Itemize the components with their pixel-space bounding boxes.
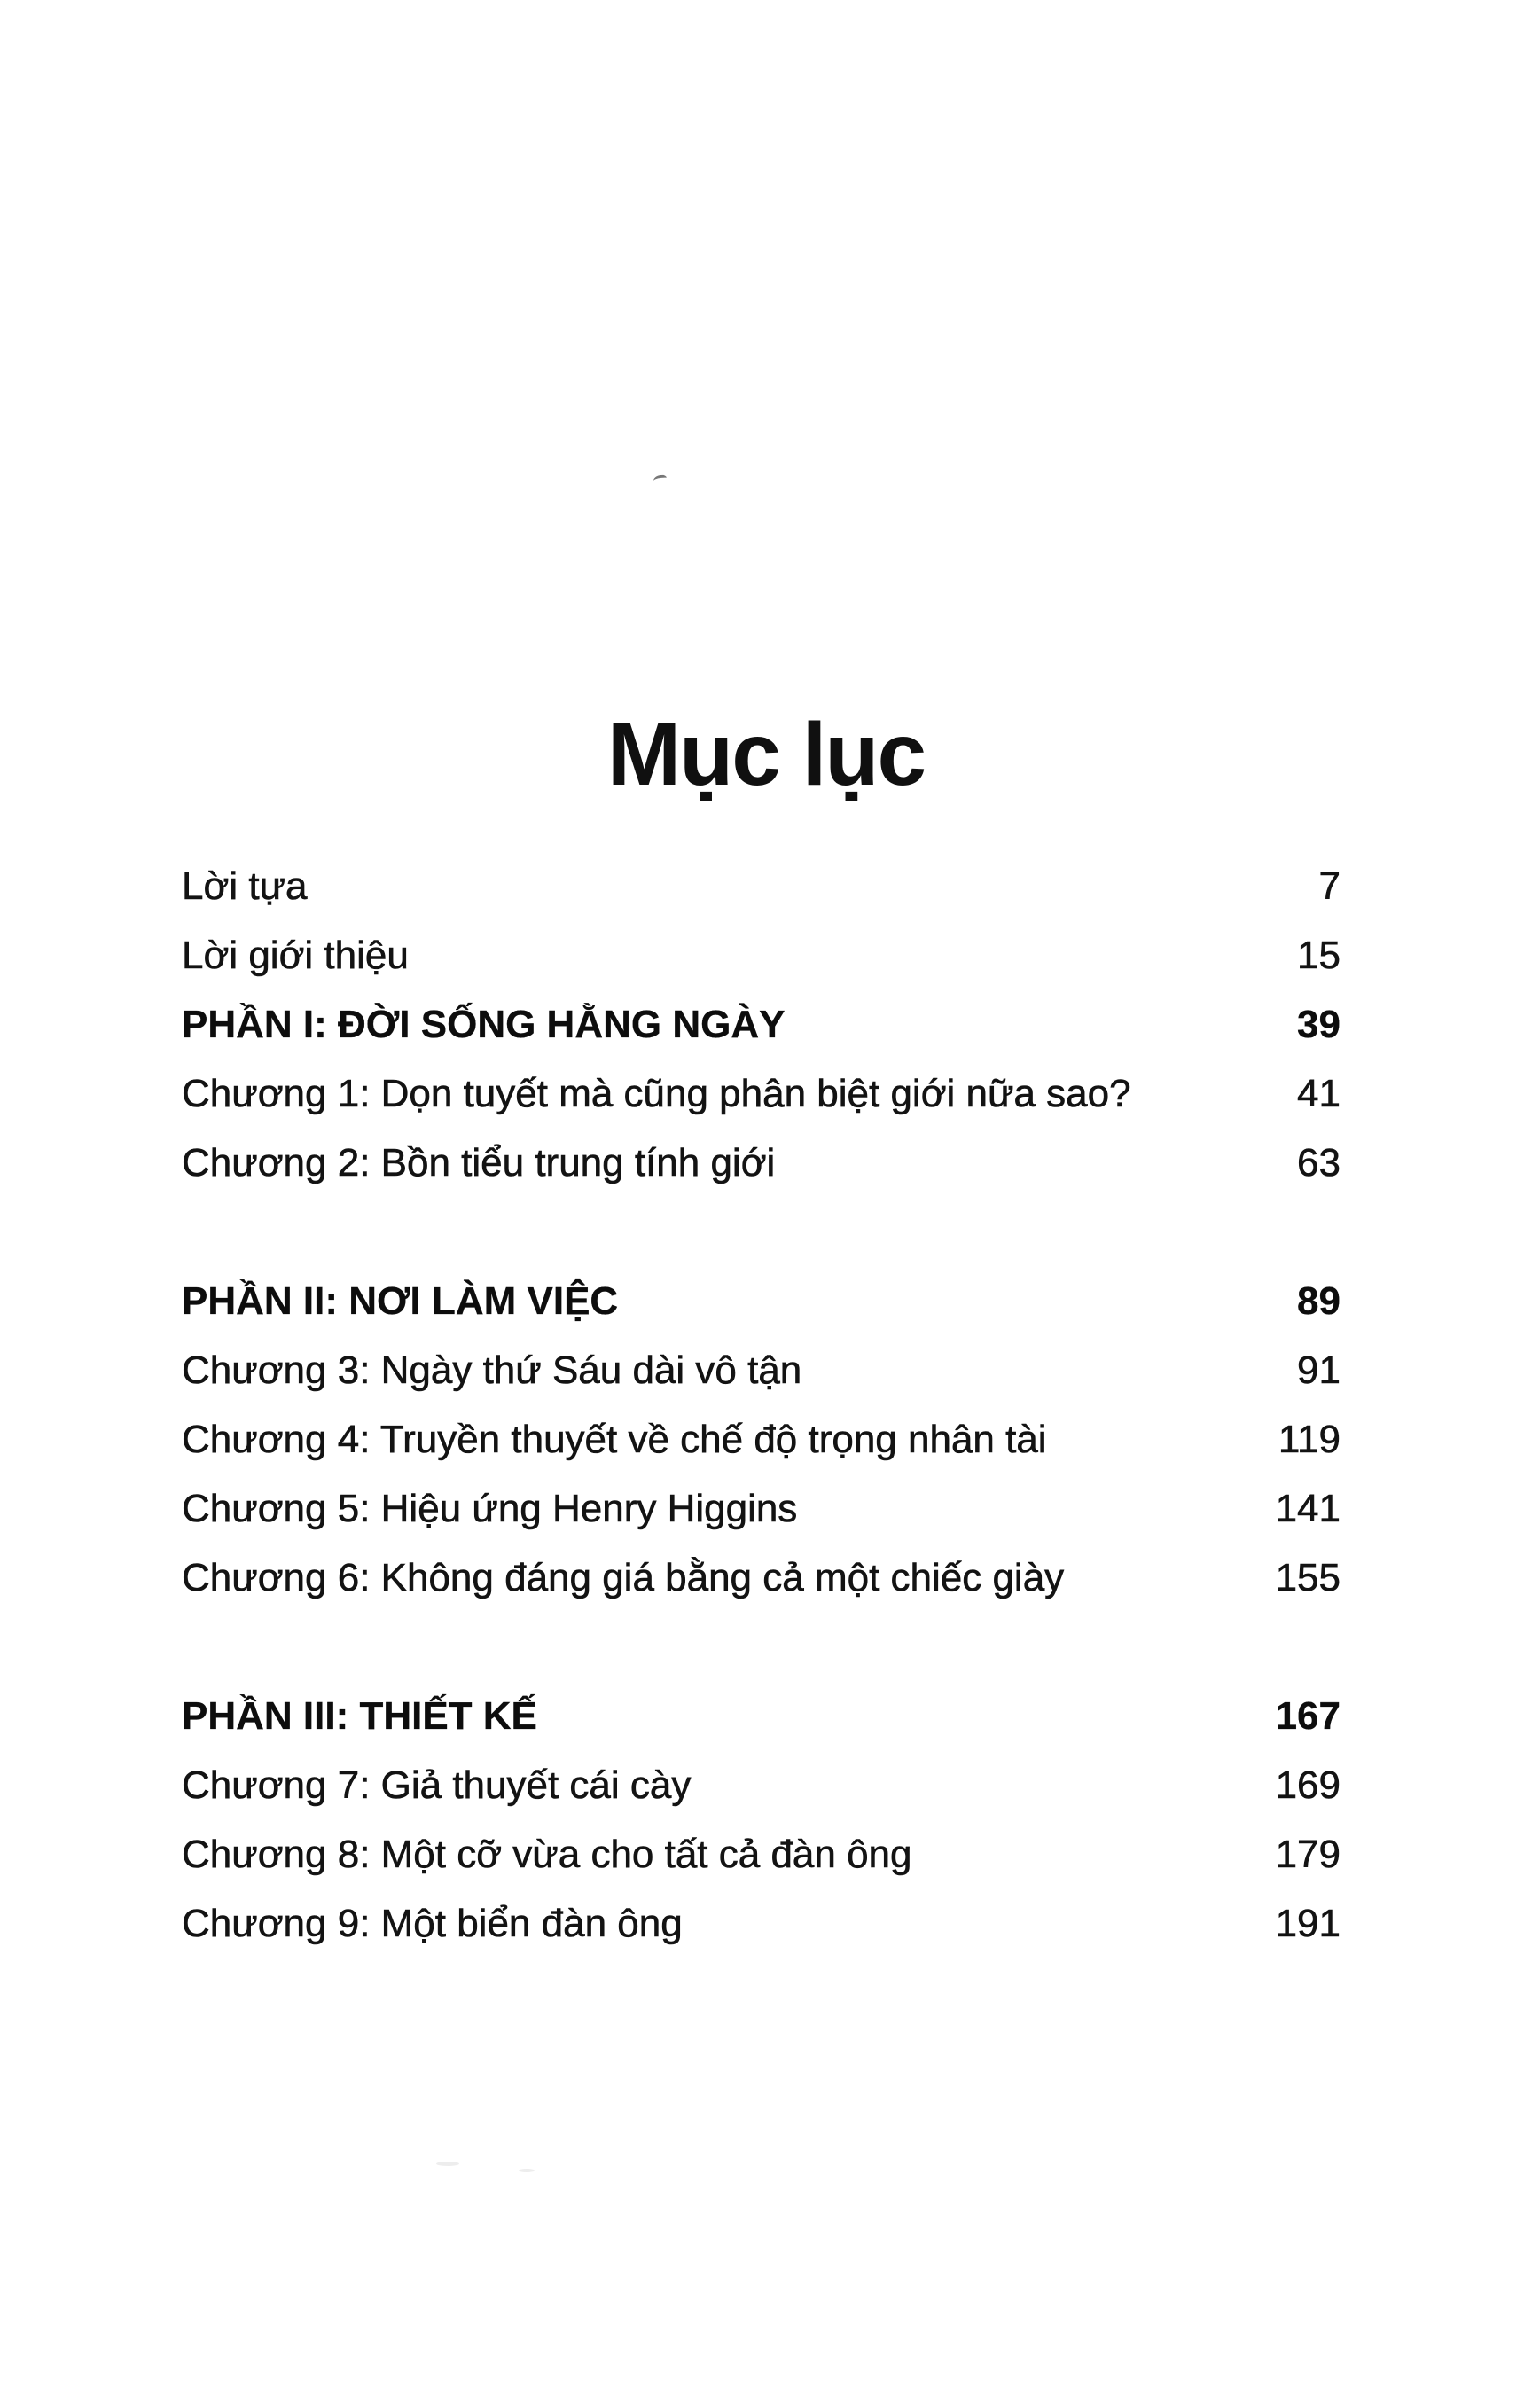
toc-entry-row — [182, 1129, 1340, 1198]
toc-entry-label: PHẦN I: ĐỜI SỐNG HẰNG NGÀY — [182, 1003, 786, 1046]
toc-entry-row — [182, 921, 1340, 990]
toc-entry-row — [182, 1820, 1340, 1889]
toc-entry-page-number: 89 — [1297, 1279, 1340, 1323]
toc-entry-page-number: 169 — [1275, 1763, 1340, 1807]
toc-entry-label: Chương 3: Ngày thứ Sáu dài vô tận — [182, 1349, 802, 1392]
toc-entry-label: Chương 5: Hiệu ứng Henry Higgins — [182, 1487, 798, 1530]
toc-entry-row — [182, 1544, 1340, 1613]
scan-smudge-mark — [653, 474, 668, 484]
toc-section-row — [182, 990, 1340, 1059]
toc-entry-page-number: 41 — [1297, 1072, 1340, 1115]
toc-entry-label: Lời tựa — [182, 864, 308, 908]
toc-entry-page-number: 179 — [1275, 1833, 1340, 1876]
scan-speck — [519, 2169, 535, 2172]
toc-entry-row — [182, 1889, 1340, 1958]
toc-entry-page-number: 191 — [1275, 1902, 1340, 1945]
toc-entry-label: Chương 9: Một biển đàn ông — [182, 1902, 683, 1945]
toc-entry-row — [182, 1751, 1340, 1820]
toc-entry-row — [182, 1474, 1340, 1544]
toc-entry-row — [182, 1405, 1340, 1474]
toc-entry-page-number: 7 — [1318, 864, 1340, 908]
toc-entry-label: Lời giới thiệu — [182, 934, 409, 977]
toc-entry-label: PHẦN II: NƠI LÀM VIỆC — [182, 1279, 619, 1323]
toc-entry-label: Chương 7: Giả thuyết cái cày — [182, 1763, 692, 1807]
table-of-contents — [182, 852, 1340, 1958]
toc-section-row — [182, 1267, 1340, 1336]
scan-speck — [436, 2162, 459, 2166]
toc-entry-row — [182, 1336, 1340, 1405]
page-title: Mục lục — [606, 705, 926, 804]
section-gap — [182, 1613, 1340, 1682]
toc-entry-page-number: 63 — [1297, 1141, 1340, 1184]
toc-entry-page-number: 167 — [1275, 1694, 1340, 1738]
toc-entry-page-number: 155 — [1275, 1556, 1340, 1599]
toc-entry-label: Chương 2: Bồn tiểu trung tính giới — [182, 1141, 776, 1184]
toc-entry-page-number: 141 — [1275, 1487, 1340, 1530]
section-gap — [182, 1198, 1340, 1267]
toc-entry-row — [182, 1059, 1340, 1129]
toc-entry-row — [182, 852, 1340, 921]
toc-entry-label: Chương 4: Truyền thuyết về chế độ trọng nhân tài — [182, 1418, 1047, 1461]
toc-entry-label: Chương 6: Không đáng giá bằng cả một chiếc giày — [182, 1556, 1065, 1599]
toc-section-row — [182, 1682, 1340, 1751]
toc-entry-label: Chương 1: Dọn tuyết mà cũng phân biệt giới nữa sao? — [182, 1072, 1131, 1115]
toc-entry-label: Chương 8: Một cỡ vừa cho tất cả đàn ông — [182, 1833, 912, 1876]
toc-entry-page-number: 91 — [1297, 1349, 1340, 1392]
toc-entry-page-number: 15 — [1297, 934, 1340, 977]
toc-entry-label: PHẦN III: THIẾT KẾ — [182, 1694, 537, 1738]
toc-entry-page-number: 119 — [1278, 1418, 1340, 1461]
toc-entry-page-number: 39 — [1297, 1003, 1340, 1046]
